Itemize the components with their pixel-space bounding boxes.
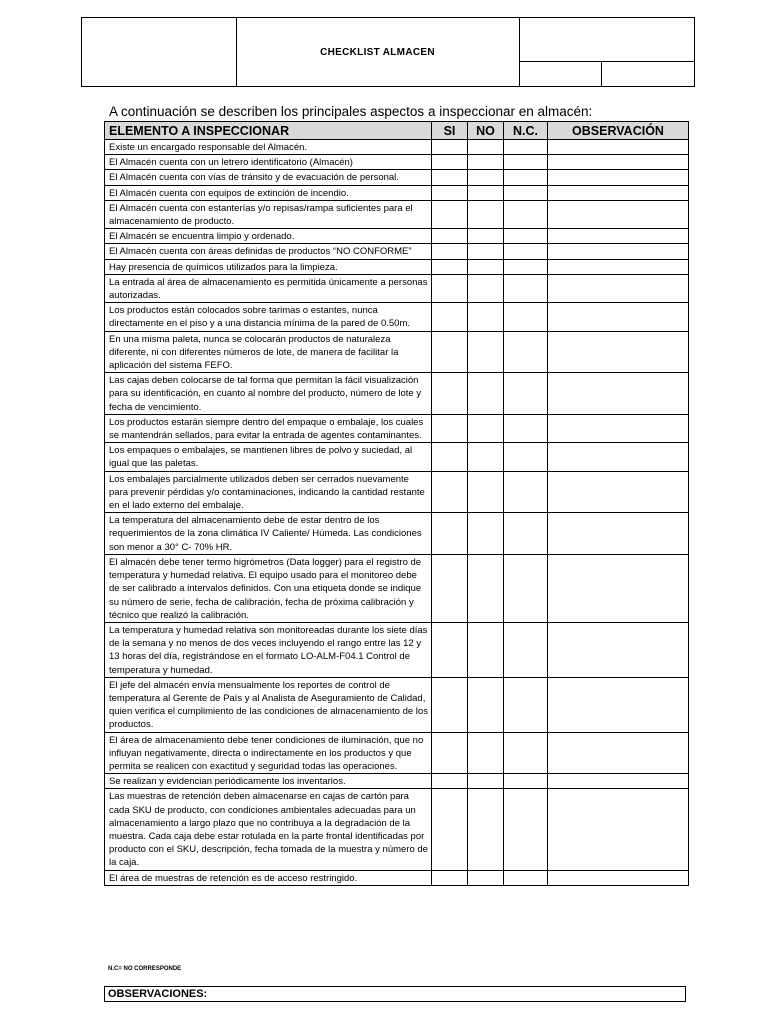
table-row xyxy=(105,774,689,789)
si-cell[interactable] xyxy=(432,513,468,555)
nc-cell[interactable] xyxy=(504,554,548,622)
observation-cell[interactable] xyxy=(548,259,689,274)
table-row xyxy=(105,259,689,274)
table-row xyxy=(105,414,689,442)
no-cell[interactable] xyxy=(468,170,504,185)
nc-cell[interactable] xyxy=(504,622,548,677)
table-header-row xyxy=(105,122,689,140)
observation-cell[interactable] xyxy=(548,622,689,677)
table-row xyxy=(105,155,689,170)
inspection-item: El Almacén cuenta con vías de tránsito y de evacuación de personal. xyxy=(105,170,432,185)
nc-cell[interactable] xyxy=(504,373,548,415)
si-cell[interactable] xyxy=(432,443,468,471)
table-row xyxy=(105,870,689,885)
checklist-table xyxy=(104,121,689,886)
no-cell[interactable] xyxy=(468,259,504,274)
table-row xyxy=(105,677,689,732)
si-cell[interactable] xyxy=(432,303,468,331)
nc-cell[interactable] xyxy=(504,229,548,244)
header-info-bottom-left-cell xyxy=(520,62,602,86)
inspection-item: El área de almacenamiento debe tener condiciones de iluminación, que no influyan negativamente, directa o indirectamente en los productos y que permita se realicen con exactitud y seguridad todas las operaciones. xyxy=(105,732,432,774)
observation-cell[interactable] xyxy=(548,155,689,170)
logo-cell xyxy=(82,18,237,86)
observations-box[interactable] xyxy=(104,986,686,1002)
no-cell[interactable] xyxy=(468,774,504,789)
observation-cell[interactable] xyxy=(548,274,689,302)
observation-cell[interactable] xyxy=(548,677,689,732)
observation-cell[interactable] xyxy=(548,870,689,885)
si-cell[interactable] xyxy=(432,259,468,274)
table-row xyxy=(105,554,689,622)
document-header xyxy=(81,17,695,87)
inspection-item: El almacén debe tener termo higrómetros (Data logger) para el registro de temperatura y humedad relativa. El equipo usado para el monitoreo debe de ser calibrado a intervalos definidos. Con una etiqueta donde se indique su número de serie, fecha de calibración, fecha de próxima calibración y técnico que realizó la calibración. xyxy=(105,554,432,622)
no-cell[interactable] xyxy=(468,155,504,170)
column-header-no: NO xyxy=(468,122,504,140)
intro-text: A continuación se describen los principales aspectos a inspeccionar en almacén: xyxy=(109,104,593,119)
inspection-item: En una misma paleta, nunca se colocarán productos de naturaleza diferente, ni con diferentes números de lote, de manera de facilitar la aplicación del sistema FEFO. xyxy=(105,331,432,373)
inspection-item: El área de muestras de retención es de acceso restringido. xyxy=(105,870,432,885)
table-row xyxy=(105,229,689,244)
no-cell[interactable] xyxy=(468,185,504,200)
table-row xyxy=(105,303,689,331)
observation-cell[interactable] xyxy=(548,303,689,331)
no-cell[interactable] xyxy=(468,870,504,885)
si-cell[interactable] xyxy=(432,789,468,870)
nc-cell[interactable] xyxy=(504,200,548,228)
no-cell[interactable] xyxy=(468,331,504,373)
observation-cell[interactable] xyxy=(548,331,689,373)
table-row xyxy=(105,732,689,774)
header-info-cells xyxy=(519,18,695,86)
nc-cell[interactable] xyxy=(504,789,548,870)
inspection-item: Los productos estarán siempre dentro del empaque o embalaje, los cuales se mantendrán sellados, para evitar la entrada de agentes contaminantes. xyxy=(105,414,432,442)
inspection-item: Los empaques o embalajes, se mantienen libres de polvo y suciedad, al igual que las paletas. xyxy=(105,443,432,471)
observation-cell[interactable] xyxy=(548,513,689,555)
observation-cell[interactable] xyxy=(548,471,689,513)
nc-note: N.C= NO CORRESPONDE xyxy=(108,966,182,972)
nc-cell[interactable] xyxy=(504,155,548,170)
observation-cell[interactable] xyxy=(548,373,689,415)
observations-label: OBSERVACIONES: xyxy=(108,988,208,1000)
si-cell[interactable] xyxy=(432,170,468,185)
observation-cell[interactable] xyxy=(548,140,689,155)
observation-cell[interactable] xyxy=(548,200,689,228)
nc-cell[interactable] xyxy=(504,140,548,155)
si-cell[interactable] xyxy=(432,331,468,373)
no-cell[interactable] xyxy=(468,789,504,870)
inspection-item: La temperatura y humedad relativa son monitoreadas durante los siete días de la semana y no menos de dos veces incluyendo el rango entre las 12 y 13 horas del día, registrándose en el formato LO-ALM-F04.1 Control de temperatura y humedad. xyxy=(105,622,432,677)
si-cell[interactable] xyxy=(432,274,468,302)
no-cell[interactable] xyxy=(468,373,504,415)
table-row xyxy=(105,185,689,200)
table-row xyxy=(105,140,689,155)
si-cell[interactable] xyxy=(432,677,468,732)
document-title: CHECKLIST ALMACEN xyxy=(320,46,435,58)
nc-cell[interactable] xyxy=(504,677,548,732)
nc-cell[interactable] xyxy=(504,774,548,789)
nc-cell[interactable] xyxy=(504,244,548,259)
inspection-item: Existe un encargado responsable del Almacén. xyxy=(105,140,432,155)
header-info-bottom-right-cell xyxy=(602,62,695,86)
no-cell[interactable] xyxy=(468,513,504,555)
no-cell[interactable] xyxy=(468,244,504,259)
observation-cell[interactable] xyxy=(548,774,689,789)
column-header-element: ELEMENTO A INSPECCIONAR xyxy=(105,122,432,140)
column-header-si: SI xyxy=(432,122,468,140)
nc-cell[interactable] xyxy=(504,443,548,471)
table-row xyxy=(105,274,689,302)
no-cell[interactable] xyxy=(468,140,504,155)
si-cell[interactable] xyxy=(432,774,468,789)
inspection-item: El jefe del almacén envía mensualmente los reportes de control de temperatura al Gerente de País y al Analista de Aseguramiento de Calidad, quien verifica el cumplimiento de las condiciones de almacenamiento de los productos. xyxy=(105,677,432,732)
inspection-item: El Almacén se encuentra limpio y ordenado. xyxy=(105,229,432,244)
nc-cell[interactable] xyxy=(504,170,548,185)
no-cell[interactable] xyxy=(468,554,504,622)
inspection-item: Hay presencia de químicos utilizados para la limpieza. xyxy=(105,259,432,274)
observation-cell[interactable] xyxy=(548,732,689,774)
table-row xyxy=(105,789,689,870)
si-cell[interactable] xyxy=(432,140,468,155)
nc-cell[interactable] xyxy=(504,414,548,442)
no-cell[interactable] xyxy=(468,200,504,228)
inspection-item: Se realizan y evidencian periódicamente los inventarios. xyxy=(105,774,432,789)
no-cell[interactable] xyxy=(468,229,504,244)
si-cell[interactable] xyxy=(432,870,468,885)
observation-cell[interactable] xyxy=(548,789,689,870)
no-cell[interactable] xyxy=(468,303,504,331)
observation-cell[interactable] xyxy=(548,554,689,622)
no-cell[interactable] xyxy=(468,274,504,302)
no-cell[interactable] xyxy=(468,677,504,732)
inspection-item: El Almacén cuenta con un letrero identificatorio (Almacén) xyxy=(105,155,432,170)
inspection-item: Las muestras de retención deben almacenarse en cajas de cartón para cada SKU de producto, con condiciones ambientales adecuadas para un almacenamiento a largo plazo que no contribuya a la degradación de la muestra. Cada caja debe estar rotulada en la parte frontal identificadas por producto con el SKU, descripción, fecha tomada de la muestra y número de la caja. xyxy=(105,789,432,870)
nc-cell[interactable] xyxy=(504,303,548,331)
nc-cell[interactable] xyxy=(504,471,548,513)
inspection-item: La temperatura del almacenamiento debe de estar dentro de los requerimientos de la zona climática IV Caliente/ Húmeda. Las condiciones son menor a 30° C- 70% HR. xyxy=(105,513,432,555)
column-header-observacion: OBSERVACIÓN xyxy=(548,122,689,140)
si-cell[interactable] xyxy=(432,229,468,244)
no-cell[interactable] xyxy=(468,732,504,774)
inspection-item: Las cajas deben colocarse de tal forma que permitan la fácil visualización para su identificación, en cuanto al nombre del producto, número de lote y fecha de vencimiento. xyxy=(105,373,432,415)
inspection-item: El Almacén cuenta con estanterías y/o repisas/rampa suficientes para el almacenamiento de producto. xyxy=(105,200,432,228)
inspection-item: La entrada al área de almacenamiento es permitida únicamente a personas autorizadas. xyxy=(105,274,432,302)
observation-cell[interactable] xyxy=(548,185,689,200)
table-row xyxy=(105,373,689,415)
nc-cell[interactable] xyxy=(504,513,548,555)
observation-cell[interactable] xyxy=(548,229,689,244)
no-cell[interactable] xyxy=(468,414,504,442)
si-cell[interactable] xyxy=(432,622,468,677)
observation-cell[interactable] xyxy=(548,244,689,259)
inspection-item: El Almacén cuenta con equipos de extinción de incendio. xyxy=(105,185,432,200)
table-row xyxy=(105,331,689,373)
si-cell[interactable] xyxy=(432,155,468,170)
si-cell[interactable] xyxy=(432,200,468,228)
si-cell[interactable] xyxy=(432,732,468,774)
nc-cell[interactable] xyxy=(504,185,548,200)
observation-cell[interactable] xyxy=(548,170,689,185)
nc-cell[interactable] xyxy=(504,870,548,885)
si-cell[interactable] xyxy=(432,471,468,513)
table-row xyxy=(105,513,689,555)
header-info-top-cell xyxy=(520,18,695,62)
table-row xyxy=(105,443,689,471)
si-cell[interactable] xyxy=(432,185,468,200)
column-header-nc: N.C. xyxy=(504,122,548,140)
si-cell[interactable] xyxy=(432,554,468,622)
nc-cell[interactable] xyxy=(504,732,548,774)
no-cell[interactable] xyxy=(468,622,504,677)
si-cell[interactable] xyxy=(432,244,468,259)
inspection-item: Los productos están colocados sobre tarimas o estantes, nunca directamente en el piso y a una distancia mínima de la pared de 0.50m. xyxy=(105,303,432,331)
no-cell[interactable] xyxy=(468,471,504,513)
si-cell[interactable] xyxy=(432,373,468,415)
table-row xyxy=(105,622,689,677)
nc-cell[interactable] xyxy=(504,259,548,274)
nc-cell[interactable] xyxy=(504,274,548,302)
si-cell[interactable] xyxy=(432,414,468,442)
table-row xyxy=(105,471,689,513)
nc-cell[interactable] xyxy=(504,331,548,373)
table-row xyxy=(105,170,689,185)
no-cell[interactable] xyxy=(468,443,504,471)
table-row xyxy=(105,200,689,228)
table-row xyxy=(105,244,689,259)
observation-cell[interactable] xyxy=(548,443,689,471)
observation-cell[interactable] xyxy=(548,414,689,442)
inspection-item: El Almacén cuenta con áreas definidas de productos “NO CONFORME” xyxy=(105,244,432,259)
inspection-item: Los embalajes parcialmente utilizados deben ser cerrados nuevamente para prevenir pérdidas y/o contaminaciones, indicando la cantidad restante en el lado externo del embalaje. xyxy=(105,471,432,513)
